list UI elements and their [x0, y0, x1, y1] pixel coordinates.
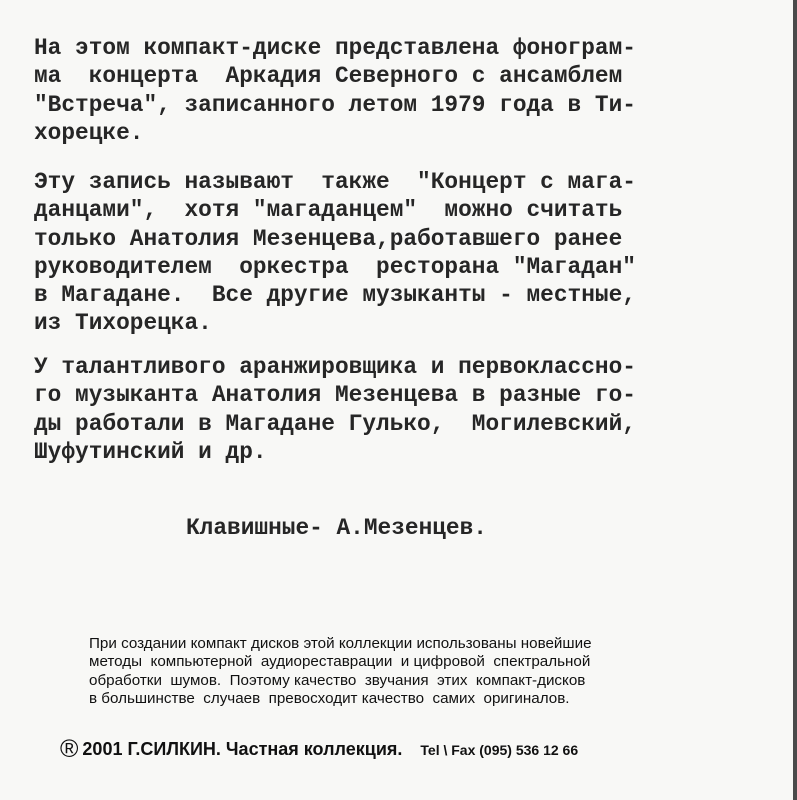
text-line: На этом компакт-диске представлена фонограм- [34, 35, 636, 61]
text-line: Эту запись называют также "Концерт с мага- [34, 169, 636, 195]
intro-paragraph [34, 34, 636, 147]
note-line: При создании компакт дисков этой коллекции использованы новейшие [89, 635, 592, 652]
text-line: в Магадане. Все другие музыканты - местные, [34, 282, 636, 309]
text-line: данцами", хотя "магаданцем" можно считать [34, 197, 623, 224]
text-line: ма концерта Аркадия Северного с ансамблем [34, 63, 623, 90]
registered-icon: ® [60, 735, 79, 763]
text-line: Шуфутинский и др. [34, 438, 267, 465]
copyright-text: 2001 Г.СИЛКИН. Частная коллекция. [82, 739, 403, 759]
text-line: руководителем оркестра ресторана "Магадан" [34, 253, 636, 280]
restoration-note [89, 635, 592, 709]
keyboards-credit: Клавишные- А.Мезенцев. [186, 515, 487, 541]
text-line: У талантливого аранжировщика и первоклассно- [34, 354, 636, 380]
note-line: обработки шумов. Поэтому качество звучания этих компакт-дисков [89, 671, 586, 689]
text-line: только Анатолия Мезенцева,работавшего ранее [34, 225, 623, 252]
contact-phone: Tel \ Fax (095) 536 12 66 [420, 742, 579, 758]
text-line: хорецке. [34, 119, 144, 146]
text-line: из Тихорецка. [34, 310, 212, 337]
text-line: го музыканта Анатолия Мезенцева в разные го- [34, 382, 636, 409]
arranger-paragraph [34, 353, 636, 466]
magadan-paragraph [34, 168, 636, 338]
text-line: ды работали в Магадане Гулько, Могилевский, [34, 410, 636, 437]
text-line: "Встреча", записанного летом 1979 года в Ти- [34, 91, 636, 118]
note-line: в большинстве случаев превосходит качество самих оригиналов. [89, 690, 570, 708]
footer [60, 733, 578, 762]
note-line: методы компьютерной аудиореставрации и цифровой спектральной [89, 653, 591, 671]
